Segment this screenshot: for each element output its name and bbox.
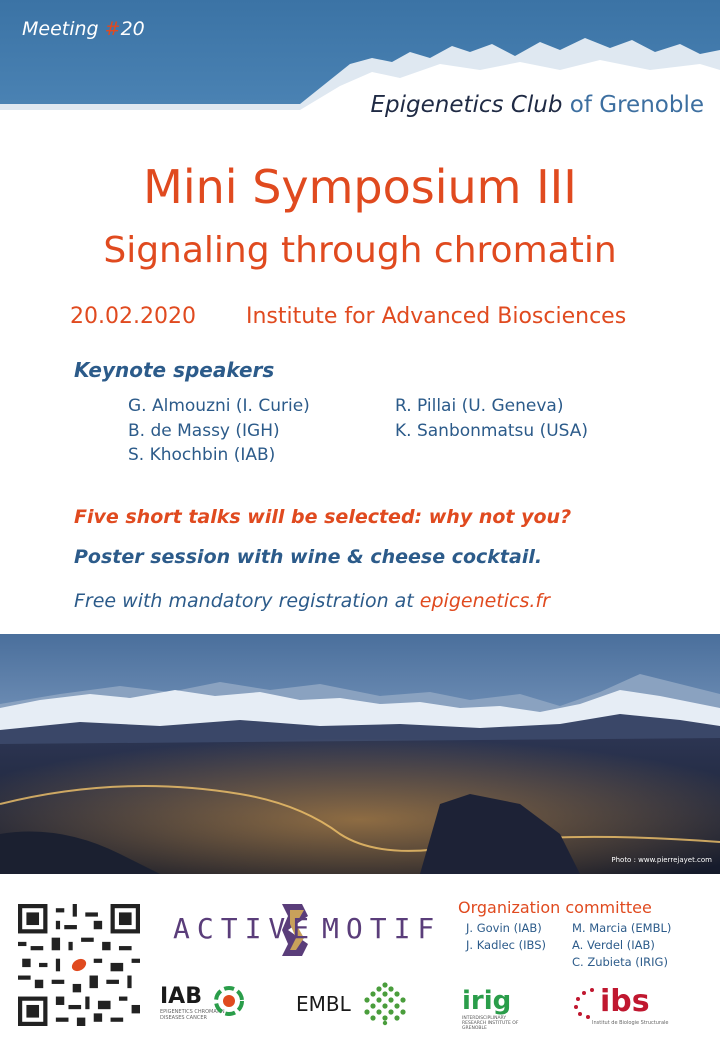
meeting-number: Meeting #20 (22, 18, 145, 40)
iab-logo-subtitle: EPIGENETICS CHROMATIN DISEASES CANCER (160, 1009, 225, 1021)
registration-link[interactable]: epigenetics.fr (419, 590, 550, 612)
registration-note: Free with mandatory registration at epigenetics.fr (74, 590, 550, 612)
speaker: G. Almouzni (I. Curie) (128, 396, 310, 416)
committee-member: M. Marcia (EMBL) (572, 921, 672, 935)
speaker: S. Khochbin (IAB) (128, 445, 276, 465)
iab-logo-text: IAB (160, 984, 202, 1009)
speaker: R. Pillai (U. Geneva) (395, 396, 564, 416)
embl-hexagon-icon (362, 980, 408, 1026)
committee-list-left (466, 920, 546, 954)
club-name: Epigenetics Club of Grenoble (370, 92, 704, 118)
event-venue: Institute for Advanced Biosciences (246, 304, 627, 329)
speaker: K. Sanbonmatsu (USA) (395, 420, 589, 441)
header-banner (0, 0, 720, 140)
ibs-logo-text: ibs (600, 984, 650, 1019)
ibs-dots-icon (572, 986, 602, 1020)
poster-session-note: Poster session with wine & cheese cocktail. (74, 546, 543, 568)
irig-logo-text: irig (462, 986, 512, 1016)
keynote-heading: Keynote speakers (74, 358, 275, 382)
irig-logo-subtitle: INTERDISCIPLINARY RESEARCH INSTITUTE OF GRENOBLE (462, 1016, 519, 1031)
committee-list-right (572, 920, 671, 971)
committee-member: J. Kadlec (IBS) (466, 938, 546, 952)
short-talks-note: Five short talks will be selected: why not you? (74, 506, 572, 528)
grenoble-night-panorama (0, 634, 720, 874)
speaker: B. de Massy (IGH) (128, 420, 280, 441)
photo-credit: Photo : www.pierrejayet.com (611, 856, 712, 864)
qr-code[interactable] (18, 904, 140, 1026)
speaker-list-left (128, 394, 310, 468)
active-motif-text-left: ACTIVE (173, 912, 317, 945)
speaker-list-right (395, 394, 588, 443)
embl-logo-text: EMBL (296, 992, 351, 1016)
committee-member: C. Zubieta (IRIG) (572, 955, 668, 969)
symposium-subtitle: Signaling through chromatin (103, 230, 617, 271)
active-motif-text-right: MOTIF (322, 912, 442, 945)
committee-member: A. Verdel (IAB) (572, 938, 655, 952)
event-date: 20.02.2020 (70, 304, 196, 329)
ibs-logo-subtitle: Institut de Biologie Structurale (592, 1020, 669, 1026)
committee-member: J. Govin (IAB) (466, 921, 542, 935)
symposium-title: Mini Symposium III (143, 160, 577, 214)
committee-heading: Organization committee (458, 898, 652, 917)
iab-circle-icon (212, 984, 246, 1018)
